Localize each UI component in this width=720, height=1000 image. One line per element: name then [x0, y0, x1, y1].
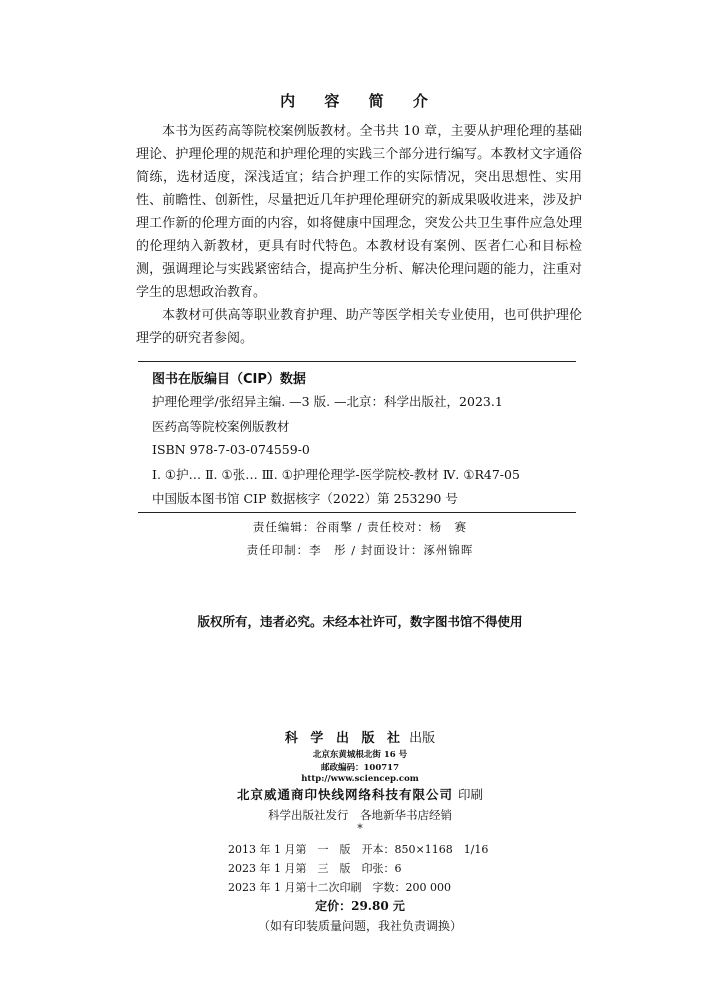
cip-heading: 图书在版编目（CIP）数据 — [152, 372, 306, 387]
cip-line-1: 护理伦理学/张绍异主编. —3 版. —北京：科学出版社，2023.1 — [152, 394, 503, 409]
page-title: 内 容 简 介 — [280, 92, 440, 110]
introduction — [136, 120, 582, 350]
staff-production: 责任印制：李 彤 / 封面设计：涿州锦晖 — [246, 543, 474, 557]
cip-line-3: ISBN 978-7-03-074559-0 — [152, 442, 310, 457]
edition-line-1: 2013 年 1 月第 一 版 开本：850×1168 1/16 — [228, 843, 489, 856]
cip-line-4: Ⅰ. ①护… Ⅱ. ①张… Ⅲ. ①护理伦理学-医学院校-教材 Ⅳ. ①R47-05 — [152, 467, 520, 482]
cip-bottom-rule — [138, 512, 576, 513]
publisher-postcode: 邮政编码：100717 — [321, 763, 399, 773]
staff-editors: 责任编辑：谷雨擎 / 责任校对：杨 赛 — [252, 520, 468, 534]
distribution: 科学出版社发行 各地新华书店经销 — [268, 808, 452, 822]
cip-top-rule — [138, 361, 576, 362]
printer-line — [0, 784, 720, 803]
printer-name: 北京威通商印快线网络科技有限公司 — [236, 787, 453, 802]
publisher-suffix: 出版 — [409, 731, 436, 746]
intro-paragraph-2: 本教材可供高等职业教育护理、助产等医学相关专业使用，也可供护理伦理学的研究者参阅。 — [136, 308, 582, 346]
publisher-name: 科 学 出 版 社 — [284, 731, 404, 746]
publisher-url: http://www.sciencep.com — [301, 774, 419, 784]
price: 定价：29.80 元 — [315, 899, 405, 913]
edition-line-3: 2023 年 1 月第十二次印刷 字数：200 000 — [228, 881, 451, 894]
publisher-address: 北京东黄城根北街 16 号 — [312, 750, 408, 760]
publisher-line — [0, 727, 720, 746]
printer-suffix: 印刷 — [458, 787, 484, 802]
cip-line-5: 中国版本图书馆 CIP 数据核字（2022）第 253290 号 — [152, 491, 458, 506]
intro-paragraph-1: 本书为医药高等院校案例版教材。全书共 10 章，主要从护理伦理的基础理论、护理伦理的规范和护理伦理的实践三个部分进行编写。本教材文字通俗简练，选材适度，深浅适宜；结合护理工作的实际情况，突出思想性、实用性、前瞻性、创新性，尽量把近几年护理伦理研究的新成果吸收进来，涉及护理工作新的伦理方面的内容，如将健康中国理念，突发公共卫生事件应急处理的伦理纳入新教材，更具有时代特色。本教材设有案例、医者仁心和目标检测，强调理论与实践紧密结合，提高护生分析、解决伦理问题的能力，注重对学生的思想政治教育。 — [136, 124, 582, 300]
cip-line-2: 医药高等院校案例版教材 — [152, 419, 290, 434]
star-divider: * — [357, 822, 363, 835]
edition-line-2: 2023 年 1 月第 三 版 印张：6 — [228, 862, 402, 875]
copyright-notice: 版权所有，违者必究。未经本社许可，数字图书馆不得使用 — [197, 614, 523, 629]
quality-note: （如有印装质量问题，我社负责调换） — [257, 919, 462, 933]
